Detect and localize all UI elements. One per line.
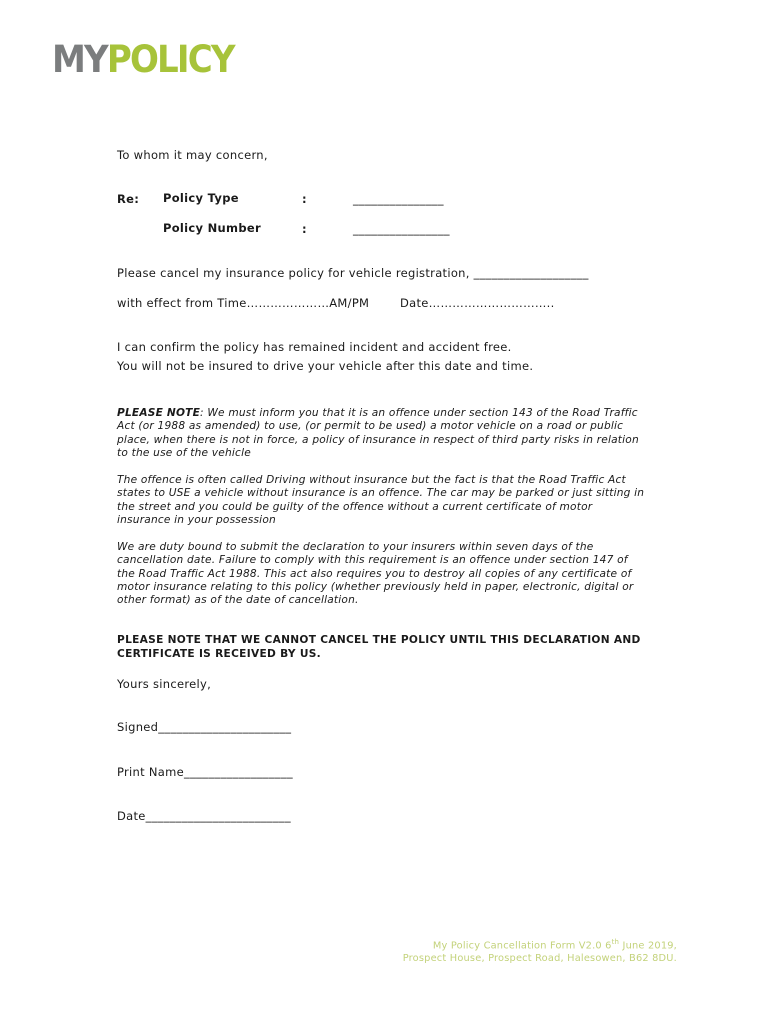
effect-time-line[interactable]: with effect from Time…………………AM/PM [117, 296, 370, 310]
cancel-registration-line[interactable]: Please cancel my insurance policy for vehicle registration, ___________________ [117, 266, 589, 280]
note-lead: PLEASE NOTE [117, 407, 201, 419]
signed-line[interactable]: Signed______________________ [117, 720, 292, 734]
logo-my: MY [52, 38, 107, 81]
policy-type-label: Policy Type [163, 191, 239, 205]
policy-type-value[interactable]: _______________ [353, 192, 444, 206]
salutation: To whom it may concern, [117, 148, 268, 162]
footer-version [433, 938, 677, 951]
closing: Yours sincerely, [117, 677, 212, 691]
note-duty-bound: We are duty bound to submit the declaration to your insurers within seven days of the cancellation date. Failure to comply with this requirement is an offence under section 147 of the Road Traffic Act 1988. This act also requires you to destroy all copies of any certificate of motor insurance relating to this policy (whether previously held in paper, electronic, digital or other format) as of the date of cancellation. [117, 541, 634, 607]
policy-number-colon: : [302, 222, 307, 236]
footer-address: Prospect House, Prospect Road, Halesowen, B62 8DU. [402, 953, 677, 964]
note-offence: The offence is often called Driving without insurance but the fact is that the Road Traffic Act states to USE a vehicle without insurance is an offence. The car may be parked or just sitting in the street and you could be guilty of the offence without a current certificate of motor insurance in your possession [117, 474, 645, 526]
confirm-not-insured: You will not be insured to drive your vehicle after this date and time. [117, 359, 534, 373]
re-label: Re: [117, 192, 140, 206]
logo-policy: POLICY [106, 38, 234, 81]
footer-version-sup: th [611, 938, 620, 946]
print-name-line[interactable]: Print Name__________________ [117, 765, 293, 779]
note-text: : We must inform you that it is an offence under section 143 of the Road Traffic Act (or 1988 as amended) to use, (or permit to be used) a motor vehicle on a road or public place, when there is not in force, a policy of insurance in respect of third party risks in relation to the use of the vehicle [117, 407, 639, 459]
policy-number-label: Policy Number [163, 221, 261, 235]
mypolicy-logo [52, 40, 234, 80]
date-line[interactable]: Date________________________ [117, 809, 291, 823]
note-section-143 [117, 407, 647, 460]
caps-warning: PLEASE NOTE THAT WE CANNOT CANCEL THE POLICY UNTIL THIS DECLARATION AND CERTIFICATE IS RECEIVED BY US. [117, 634, 641, 660]
footer-version-a: My Policy Cancellation Form V2.0 6 [432, 940, 612, 952]
effect-date-line[interactable]: Date………………………….. [400, 296, 555, 310]
policy-type-colon: : [302, 192, 307, 206]
confirm-incident-free: I can confirm the policy has remained incident and accident free. [117, 340, 512, 354]
footer-version-b: June 2019, [619, 940, 677, 952]
policy-number-value[interactable]: ________________ [353, 222, 450, 236]
